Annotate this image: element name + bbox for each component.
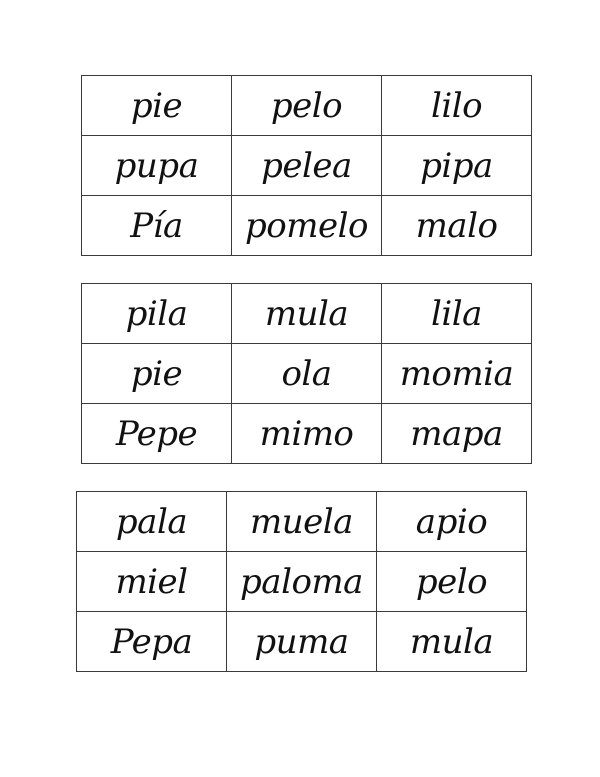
word-cell: mula (377, 612, 527, 672)
word-cell: muela (227, 492, 377, 552)
table-row (82, 196, 532, 256)
word-cell: paloma (227, 552, 377, 612)
word-grid-3 (76, 491, 527, 672)
word-cell: Pepa (77, 612, 227, 672)
word-cell: lilo (382, 76, 532, 136)
word-cell: pomelo (232, 196, 382, 256)
word-cell: lila (382, 284, 532, 344)
word-grid-2 (81, 283, 532, 464)
word-cell: miel (77, 552, 227, 612)
word-cell: pelea (232, 136, 382, 196)
table-row (82, 404, 532, 464)
word-cell: mula (232, 284, 382, 344)
word-cell: apio (377, 492, 527, 552)
word-cell: pie (82, 344, 232, 404)
word-cell: pelo (232, 76, 382, 136)
word-cell: pupa (82, 136, 232, 196)
word-cell: puma (227, 612, 377, 672)
word-cell: pelo (377, 552, 527, 612)
word-cell: mapa (382, 404, 532, 464)
word-cell: pipa (382, 136, 532, 196)
word-cell: Pía (82, 196, 232, 256)
table-row (77, 552, 527, 612)
table-row (82, 136, 532, 196)
table-row (77, 492, 527, 552)
word-cell: pala (77, 492, 227, 552)
word-cell: mimo (232, 404, 382, 464)
table-row (82, 76, 532, 136)
word-cell: pila (82, 284, 232, 344)
word-cell: Pepe (82, 404, 232, 464)
table-row (82, 284, 532, 344)
table-row (82, 344, 532, 404)
table-row (77, 612, 527, 672)
word-cell: pie (82, 76, 232, 136)
word-cell: ola (232, 344, 382, 404)
word-cell: momia (382, 344, 532, 404)
word-cell: malo (382, 196, 532, 256)
word-grid-1 (81, 75, 532, 256)
